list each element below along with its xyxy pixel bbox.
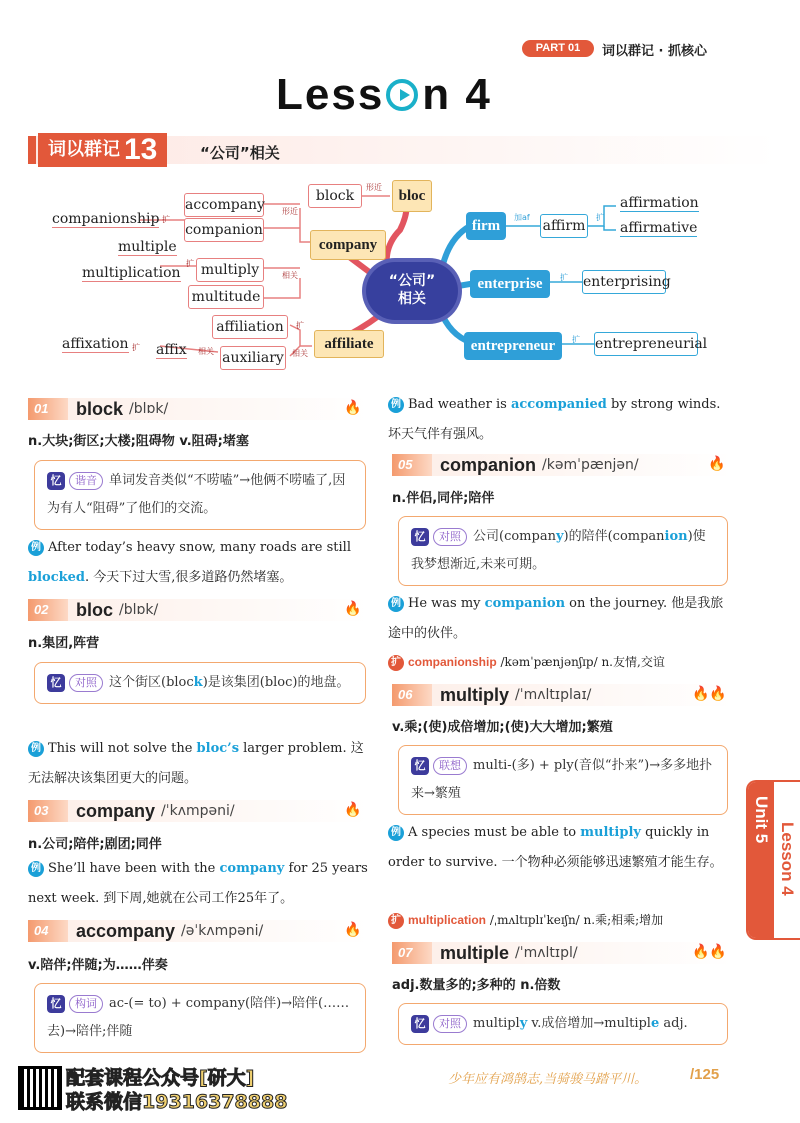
example-translation: . 今天下过大雪,很多道路仍然堵塞。 xyxy=(84,570,293,585)
entry-word: bloc xyxy=(76,599,114,620)
example-text: Bad weather is xyxy=(408,397,511,412)
mindmap-node-block: block xyxy=(308,184,362,208)
mindmap-node-accompany: accompany xyxy=(184,193,264,217)
section-topic: “公司”相关 xyxy=(200,144,280,162)
note-highlight: k xyxy=(193,675,203,690)
example-highlight: multiply xyxy=(580,825,641,840)
note-text: multi-(多) + ply(音似“扑来”)→多多地扑来→繁殖 xyxy=(411,758,713,801)
note-highlight: y xyxy=(555,529,564,544)
example-icon: 例 xyxy=(388,596,404,612)
entry-word: block xyxy=(76,398,124,419)
entry-phonetic: /blɒk/ xyxy=(129,401,169,417)
mindmap-label: 扩 xyxy=(572,335,580,344)
derivative-text: /ˌmʌltɪplɪˈkeɪʃn/ n.乘;相乘;增加 xyxy=(486,913,664,927)
note-icon: 忆 xyxy=(411,1015,429,1033)
entry-title-bar xyxy=(432,942,732,964)
example-sentence xyxy=(388,818,734,878)
entry-header-bloc xyxy=(28,599,368,621)
promo-line2: 联系微信19316378888 xyxy=(66,1091,288,1113)
lesson-title xyxy=(276,70,492,120)
example-translation: quickly in order to survive. 一个物种必须能够迅速繁殖才能生存。 xyxy=(388,825,723,870)
entry-title-bar xyxy=(68,599,368,621)
note-text: 单词发音类似“不唠嗑”→他俩不唠嗑了,因为有人“阻碍”了他们的交流。 xyxy=(47,473,346,516)
flame-icon: 🔥 xyxy=(344,400,362,416)
mindmap-label: 扩 xyxy=(162,215,170,224)
entry-title-bar xyxy=(68,398,368,420)
promo-line1: 配套课程公众号[研大] xyxy=(66,1067,255,1089)
memory-note xyxy=(34,983,366,1053)
mindmap-node-firm: firm xyxy=(466,212,506,240)
entry-title-bar xyxy=(432,684,732,706)
note-icon: 忆 xyxy=(47,674,65,692)
mindmap-node-companionship: companionship xyxy=(52,211,160,227)
mindmap-node-multiply: multiply xyxy=(196,258,264,282)
lesson-title-right: n 4 xyxy=(422,70,492,119)
flame-icon: 🔥 xyxy=(708,456,726,472)
entry-number: 05 xyxy=(392,454,432,476)
example-sentence xyxy=(28,533,368,593)
mindmap-node-affirmation: affirmation xyxy=(620,195,699,211)
example-text: She’ll have been with the xyxy=(48,861,220,876)
entry-phonetic: /əˈkʌmpəni/ xyxy=(181,923,264,939)
entry-title-bar xyxy=(432,454,732,476)
flame-icon: 🔥 xyxy=(344,802,362,818)
entry-number: 01 xyxy=(28,398,68,420)
mindmap-node-multiple: multiple xyxy=(118,239,177,255)
mindmap-node-affix: affix xyxy=(156,342,187,358)
note-text: 这个街区(bloc xyxy=(109,675,194,690)
derivative-text: /kəmˈpænjənʃɪp/ n.友情,交谊 xyxy=(496,655,665,669)
entry-definition: adj.数量多的;多种的 n.倍数 xyxy=(392,978,561,993)
play-icon xyxy=(386,79,418,111)
example-sentence xyxy=(388,390,734,450)
entry-definition: v.陪伴;伴随;为……伴奏 xyxy=(28,958,168,973)
mindmap-label: 形近 xyxy=(282,207,298,216)
mindmap-node-affiliation: affiliation xyxy=(212,315,288,339)
example-sentence xyxy=(388,589,734,649)
note-icon: 忆 xyxy=(47,472,65,490)
note-highlight: y xyxy=(519,1016,528,1031)
example-icon: 例 xyxy=(28,741,44,757)
mindmap-node-multitude: multitude xyxy=(188,285,264,309)
section-number: 13 xyxy=(124,133,158,166)
entry-word: accompany xyxy=(76,920,176,941)
note-text: ac-(= to) + company(陪伴)→陪伴(……去)→陪伴;伴随 xyxy=(47,996,350,1039)
entry-header-multiple xyxy=(392,942,732,964)
memory-note xyxy=(398,745,728,815)
derivative xyxy=(388,905,734,935)
note-icon: 忆 xyxy=(411,757,429,775)
mindmap-node-bloc: bloc xyxy=(392,180,432,212)
mindmap-node-entrepreneur: entrepreneur xyxy=(464,332,562,360)
mindmap-label: 加af xyxy=(514,213,530,222)
flame-icon: 🔥 xyxy=(344,922,362,938)
promo-text xyxy=(66,1066,287,1114)
entry-definition: v.乘;(使)成倍增加;(使)大大增加;繁殖 xyxy=(392,720,613,735)
note-tag: 对照 xyxy=(69,674,103,692)
part-badge: PART 01 xyxy=(522,40,594,57)
note-text: v.成倍增加→multipl xyxy=(527,1016,651,1031)
example-text: He was my xyxy=(408,596,485,611)
mindmap-node-affixation: affixation xyxy=(62,336,129,352)
derivative-word: companionship xyxy=(408,655,497,669)
note-text: 公司(compan xyxy=(473,529,556,544)
mindmap-label: 相关 xyxy=(292,349,308,358)
mindmap-center-line2: 相关 xyxy=(398,291,426,307)
note-icon: 忆 xyxy=(47,995,65,1013)
note-tag: 对照 xyxy=(433,1015,467,1033)
mindmap-label: 扩 xyxy=(186,259,194,268)
footer-quote: 少年应有鸿鹄志,当骑骏马踏平川。 xyxy=(448,1072,648,1087)
note-text: )使我梦想渐近,未来可期。 xyxy=(411,529,706,572)
memory-note xyxy=(398,516,728,586)
example-highlight: company xyxy=(219,861,285,876)
note-highlight: ion xyxy=(664,529,688,544)
entry-definition: n.集团,阵营 xyxy=(28,636,100,651)
example-icon: 例 xyxy=(28,861,44,877)
lesson-title-left: Less xyxy=(276,70,385,119)
mindmap-node-affirmative: affirmative xyxy=(620,220,698,236)
mindmap-node-company: company xyxy=(310,230,386,260)
section-tag-text: 词以群记 xyxy=(48,139,120,160)
entry-phonetic: /ˈkʌmpəni/ xyxy=(161,803,235,819)
example-highlight: bloc’s xyxy=(196,741,240,756)
example-sentence xyxy=(28,854,368,914)
example-icon: 例 xyxy=(388,825,404,841)
note-tag: 谐音 xyxy=(69,472,103,490)
entry-number: 04 xyxy=(28,920,68,942)
mindmap-node-multiplication: multiplication xyxy=(82,265,181,281)
entry-definition: n.伴侣,同伴;陪伴 xyxy=(392,491,495,506)
example-highlight: companion xyxy=(484,596,566,611)
entry-header-multiply xyxy=(392,684,732,706)
note-tag: 联想 xyxy=(433,757,467,775)
entry-phonetic: /ˈmʌltɪpl/ xyxy=(515,945,578,961)
derivative xyxy=(388,647,734,677)
note-text: )是该集团(bloc)的地盘。 xyxy=(202,675,350,690)
mindmap-node-enterprise: enterprise xyxy=(470,270,550,298)
mindmap-label: 扩 xyxy=(560,273,568,282)
example-translation: by strong winds. 坏天气伴有强风。 xyxy=(388,397,721,442)
mindmap-node-auxiliary: auxiliary xyxy=(220,346,286,370)
example-translation: for 25 years next week. 到下周,她就在公司工作25年了。 xyxy=(28,861,368,906)
mindmap-label: 相关 xyxy=(282,271,298,280)
mindmap-node-entrepreneurial: entrepreneurial xyxy=(594,332,698,356)
note-tag: 构词 xyxy=(69,995,103,1013)
note-icon: 忆 xyxy=(411,528,429,546)
entry-definition: n.公司;陪伴;剧团;同伴 xyxy=(28,837,162,852)
part-title: 词以群记 · 抓核心 xyxy=(602,44,707,59)
mindmap-label: 相关 xyxy=(198,347,214,356)
note-tag: 对照 xyxy=(433,528,467,546)
note-text: )的陪伴(compan xyxy=(563,529,665,544)
mindmap-node-affiliate: affiliate xyxy=(314,330,384,358)
flame-icon: 🔥 xyxy=(344,601,362,617)
entry-phonetic: /kəmˈpænjən/ xyxy=(542,457,639,473)
entry-number: 06 xyxy=(392,684,432,706)
mindmap-node-companion: companion xyxy=(184,218,264,242)
entry-word: multiply xyxy=(440,684,510,705)
entry-word: company xyxy=(76,800,156,821)
note-highlight: e xyxy=(650,1016,660,1031)
entry-number: 07 xyxy=(392,942,432,964)
mindmap-label: 扩 xyxy=(596,213,604,222)
side-tab-lesson: Lesson 4 xyxy=(778,822,797,896)
example-icon: 例 xyxy=(388,397,404,413)
example-sentence xyxy=(28,734,368,794)
example-translation: larger problem. 这无法解决该集团更大的问题。 xyxy=(28,741,364,786)
qr-code-image xyxy=(18,1066,62,1110)
example-highlight: blocked xyxy=(28,570,85,585)
entry-word: companion xyxy=(440,454,537,475)
section-tag xyxy=(38,133,167,167)
mindmap-node-affirm: affirm xyxy=(540,214,588,238)
side-tab-unit: Unit 5 xyxy=(752,796,771,844)
note-text: multipl xyxy=(473,1016,520,1031)
derivative-icon: 扩 xyxy=(388,655,404,671)
entry-word: multiple xyxy=(440,942,510,963)
entry-header-block xyxy=(28,398,368,420)
entry-header-accompany xyxy=(28,920,368,942)
derivative-word: multiplication xyxy=(408,913,486,927)
entry-definition: n.大块;街区;大楼;阻碍物 v.阻碍;堵塞 xyxy=(28,434,249,449)
flame-icon: 🔥🔥 xyxy=(692,944,727,960)
entry-phonetic: /blɒk/ xyxy=(119,602,159,618)
entry-header-companion xyxy=(392,454,732,476)
mindmap-label: 扩 xyxy=(296,321,304,330)
example-text: After today’s heavy snow, many roads are still xyxy=(48,540,351,555)
memory-note xyxy=(34,460,366,530)
mindmap-node-enterprising: enterprising xyxy=(582,270,666,294)
note-text: adj. xyxy=(659,1016,688,1031)
side-tab xyxy=(746,780,800,940)
example-icon: 例 xyxy=(28,540,44,556)
mindmap-center xyxy=(366,262,458,320)
mindmap-center-line1: “公司” xyxy=(388,273,436,289)
entry-phonetic: /ˈmʌltɪplaɪ/ xyxy=(515,687,592,703)
example-highlight: accompanied xyxy=(510,397,607,412)
entry-title-bar xyxy=(68,800,368,822)
example-text: A species must be able to xyxy=(408,825,581,840)
derivative-icon: 扩 xyxy=(388,913,404,929)
memory-note xyxy=(398,1003,728,1045)
example-text: This will not solve the xyxy=(48,741,197,756)
memory-note xyxy=(34,662,366,704)
entry-header-company xyxy=(28,800,368,822)
mindmap-label: 扩 xyxy=(132,343,140,352)
mindmap-label: 形近 xyxy=(366,183,382,192)
example-translation: on the journey. 他是我旅途中的伙伴。 xyxy=(388,596,724,641)
page-number: /125 xyxy=(690,1066,720,1083)
entry-title-bar xyxy=(68,920,368,942)
flame-icon: 🔥🔥 xyxy=(692,686,727,702)
entry-number: 02 xyxy=(28,599,68,621)
entry-number: 03 xyxy=(28,800,68,822)
